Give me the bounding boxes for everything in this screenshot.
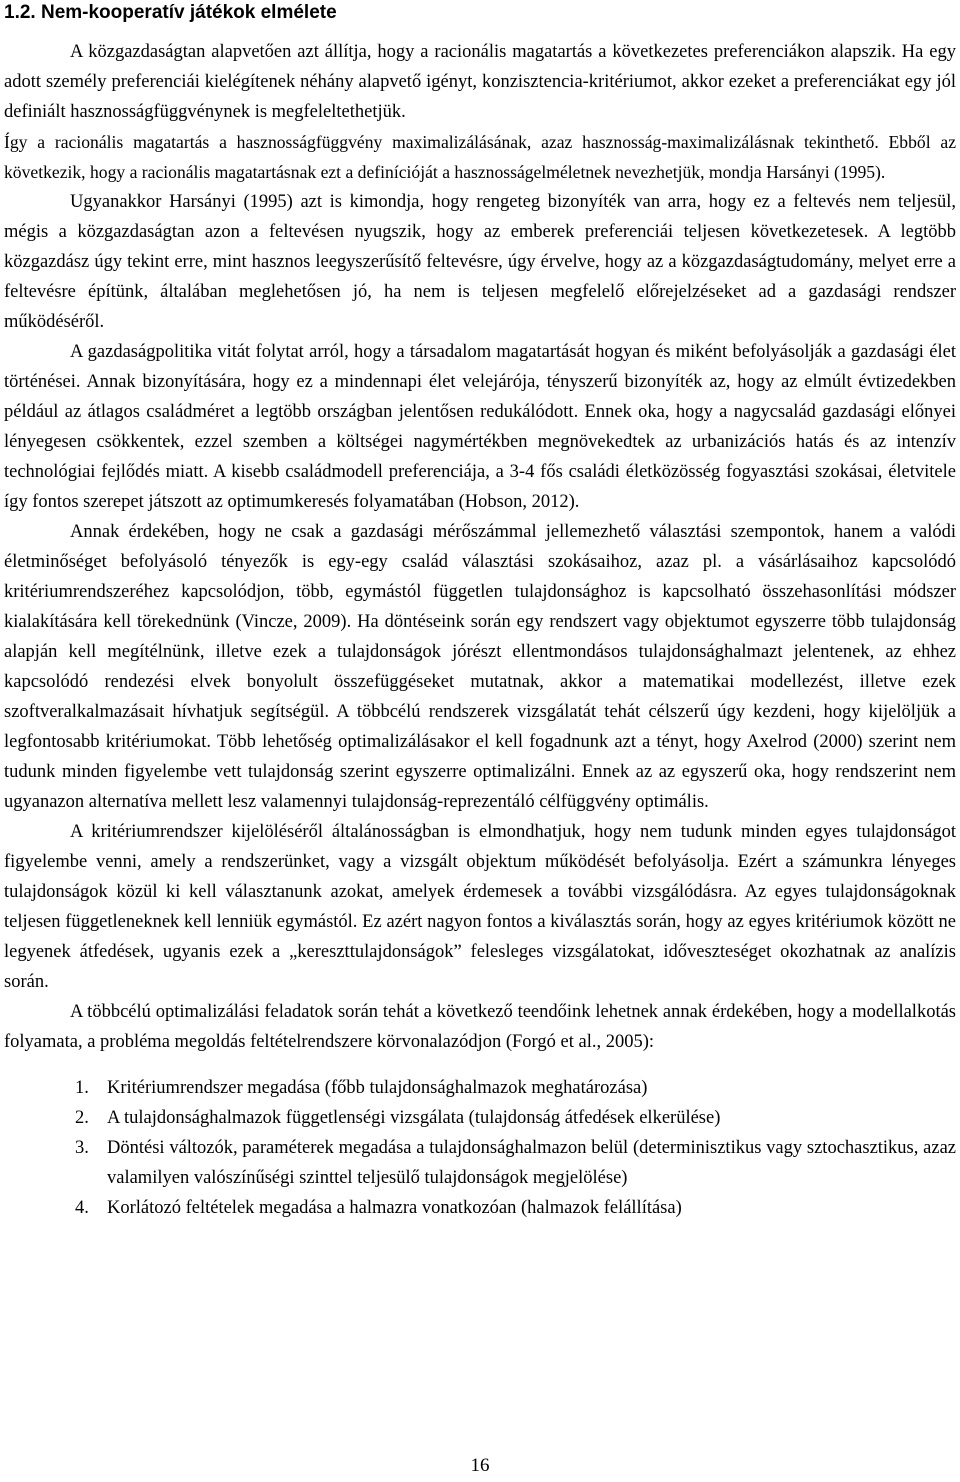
list-number: 1. xyxy=(75,1078,89,1098)
list-number: 3. xyxy=(75,1138,89,1158)
document-page xyxy=(4,0,956,1223)
paragraph-3: A gazdaságpolitika vitát folytat arról, hogy a társadalom magatartását hogyan és miként befolyásolják a gazdasági élet történései. Annak bizonyítására, hogy ez a mindennapi élet velejárója, tényszerű bizonyíték az, hogy az elmúlt évtizedekben például az átlagos családméret a legtöbb országban jelentősen redukálódott. Ennek oka, hogy a nagycsalád gazdasági előnyei lényegesen csökkentek, ezzel szemben a költségei nagymértékben megnövekedtek az urbanizációs hatás és az intenzív technológiai fejlődés miatt. A kisebb családmodell preferenciája, a 3-4 fős családi életközösség fogyasztási szokásai, életvitele így fontos szerepet játszott az optimumkeresés folyamatában (Hobson, 2012). xyxy=(4,342,956,512)
paragraph-1: A közgazdaságtan alapvetően azt állítja, hogy a racionális magatartás a következetes preferenciákon alapszik. Ha egy adott személy preferenciái kielégítenek néhány alapvető igényt, konzisztencia-kritériumot, akkor ezeket a preferenciákat egy jól definiált hasznosságfüggvénynek is megfeleltethetjük. xyxy=(4,42,956,122)
paragraph-5: A kritériumrendszer kijelöléséről általánosságban is elmondhatjuk, hogy nem tudunk minden egyes tulajdonságot figyelembe venni, amely a rendszerünket, vagy a vizsgált objektum működését befolyásolja. Ezért a számunkra lényeges tulajdonságok közül ki kell választanunk azokat, amelyek érdemesek a további vizsgálódásra. Az egyes tulajdonságoknak teljesen függetleneknek kell lenniük egymástól. Ez azért nagyon fontos a kiválasztás során, hogy az egyes kritériumok között ne legyenek átfedések, ugyanis ezek a „kereszttulajdonságok” felesleges vizsgálatokat, időveszteséget okozhatnak az analízis során. xyxy=(4,822,956,992)
paragraph-2: Ugyanakkor Harsányi (1995) azt is kimondja, hogy rengeteg bizonyíték van arra, hogy ez a feltevés nem teljesül, mégis a közgazdaságtan azon a feltevésen nyugszik, hogy az emberek preferenciái teljesen következetesek. A legtöbb közgazdász úgy tekint erre, mint hasznos leegyszerűsítő feltevésre, úgy érvelve, hogy az a közgazdaságtudomány, melyet erre a feltevésre építünk, általában meglehetősen jó, ha nem is teljesen megfelelő előrejelzéseket ad a gazdasági rendszer működéséről. xyxy=(4,192,956,332)
steps-list xyxy=(4,1073,956,1223)
list-text: Kritériumrendszer megadása (főbb tulajdonsághalmazok meghatározása) xyxy=(107,1078,648,1098)
list-item xyxy=(4,1103,956,1133)
list-number: 4. xyxy=(75,1198,89,1218)
section-heading: 1.2. Nem-kooperatív játékok elmélete xyxy=(4,2,337,23)
list-item xyxy=(4,1073,956,1103)
list-text: Döntési változók, paraméterek megadása a tulajdonsághalmazon belül (determinisztikus vagy sztochasztikus, azaz valamilyen valószínűségi szinttel teljesülő tulajdonságok megjelölése) xyxy=(107,1138,956,1188)
list-text: A tulajdonsághalmazok függetlenségi vizsgálata (tulajdonság átfedések elkerülése) xyxy=(107,1108,721,1128)
list-item xyxy=(4,1133,956,1193)
list-text: Korlátozó feltételek megadása a halmazra vonatkozóan (halmazok felállítása) xyxy=(107,1198,682,1218)
list-number: 2. xyxy=(75,1108,89,1128)
page-number: 16 xyxy=(470,1455,490,1476)
list-item xyxy=(4,1193,956,1223)
paragraph-1-continued: Így a racionális magatartás a hasznosságfüggvény maximalizálásának, azaz hasznosság-maximalizálásnak tekinthető. Ebből az következik, hogy a racionális magatartásnak ezt a definícióját a hasznosságelméletnek nevezhetjük, mondja Harsányi (1995). xyxy=(4,132,956,182)
paragraph-4: Annak érdekében, hogy ne csak a gazdasági mérőszámmal jellemezhető választási szempontok, hanem a valódi életminőséget befolyásoló tényezők is egy-egy család választási szokásaihoz, azaz pl. a vásárlásaihoz kapcsolódó kritériumrendszeréhez kapcsolódjon, több, egymástól független tulajdonsághoz is kapcsolható összehasonlítási módszer kialakítására kell törekednünk (Vincze, 2009). Ha döntéseink során egy rendszert vagy objektumot egyszerre több tulajdonság alapján kell megítélnünk, illetve ezek a tulajdonságok jórészt ellentmondásos tulajdonsághalmazt jelentenek, az ehhez kapcsolódó rendezési elvek bonyolult összefüggéseket mutatnak, akkor a matematikai modellezést, illetve ezek szoftveralkalmazásait hívhatjuk segítségül. A többcélú rendszerek vizsgálatát tehát célszerű úgy kezdeni, hogy kijelöljük a legfontosabb kritériumokat. Több lehetőség optimalizálásakor el kell fogadnunk azt a tényt, hogy Axelrod (2000) szerint nem tudunk minden figyelembe vett tulajdonság szerint egyszerre optimalizálni. Ennek az az egyszerű oka, hogy rendszerint nem ugyanazon alternatíva mellett lesz valamennyi tulajdonság-reprezentáló célfüggvény optimális. xyxy=(4,522,956,812)
paragraph-6: A többcélú optimalizálási feladatok során tehát a következő teendőink lehetnek annak érdekében, hogy a modellalkotás folyamata, a probléma megoldás feltételrendszere körvonalazódjon (Forgó et al., 2005): xyxy=(4,1002,956,1052)
